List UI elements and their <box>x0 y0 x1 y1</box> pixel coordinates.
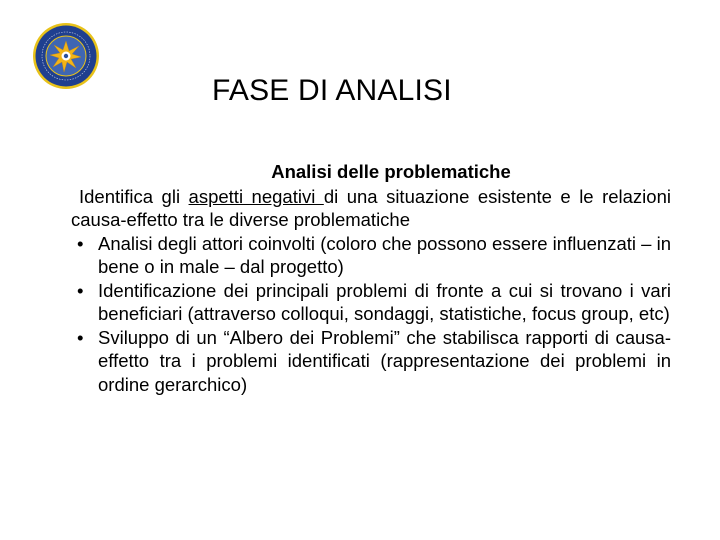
bullet-item <box>71 232 671 279</box>
bullet-item <box>71 326 671 397</box>
organization-logo <box>32 22 100 90</box>
bullet-marker: • <box>77 232 84 254</box>
intro-paragraph <box>71 185 671 232</box>
bullet-list <box>71 232 671 397</box>
section-subtitle: Analisi delle problematiche <box>271 161 511 182</box>
intro-text-start: Identifica gli <box>79 185 189 207</box>
bullet-item <box>71 279 671 326</box>
bullet-marker: • <box>77 326 84 348</box>
intro-text-end: di una situazione esistente e le relazioni causa-effetto tra le diverse problematiche <box>71 185 671 230</box>
intro-underlined-text: aspetti negativi <box>188 185 324 207</box>
bullet-marker: • <box>77 279 84 301</box>
bullet-text: Sviluppo di un “Albero dei Problemi” che stabilisca rapporti di causa-effetto tra i problemi identificati (rappresentazione dei problemi in ordine gerarchico) <box>98 326 671 395</box>
bullet-text: Identificazione dei principali problemi di fronte a cui si trovano i vari beneficiari (attraverso colloqui, sondaggi, statistiche, focus group, etc) <box>98 279 671 324</box>
slide-body <box>71 160 671 396</box>
bullet-text: Analisi degli attori coinvolti (coloro che possono essere influenzati – in bene o in male – dal progetto) <box>98 232 671 277</box>
slide-title: FASE DI ANALISI <box>212 74 452 107</box>
